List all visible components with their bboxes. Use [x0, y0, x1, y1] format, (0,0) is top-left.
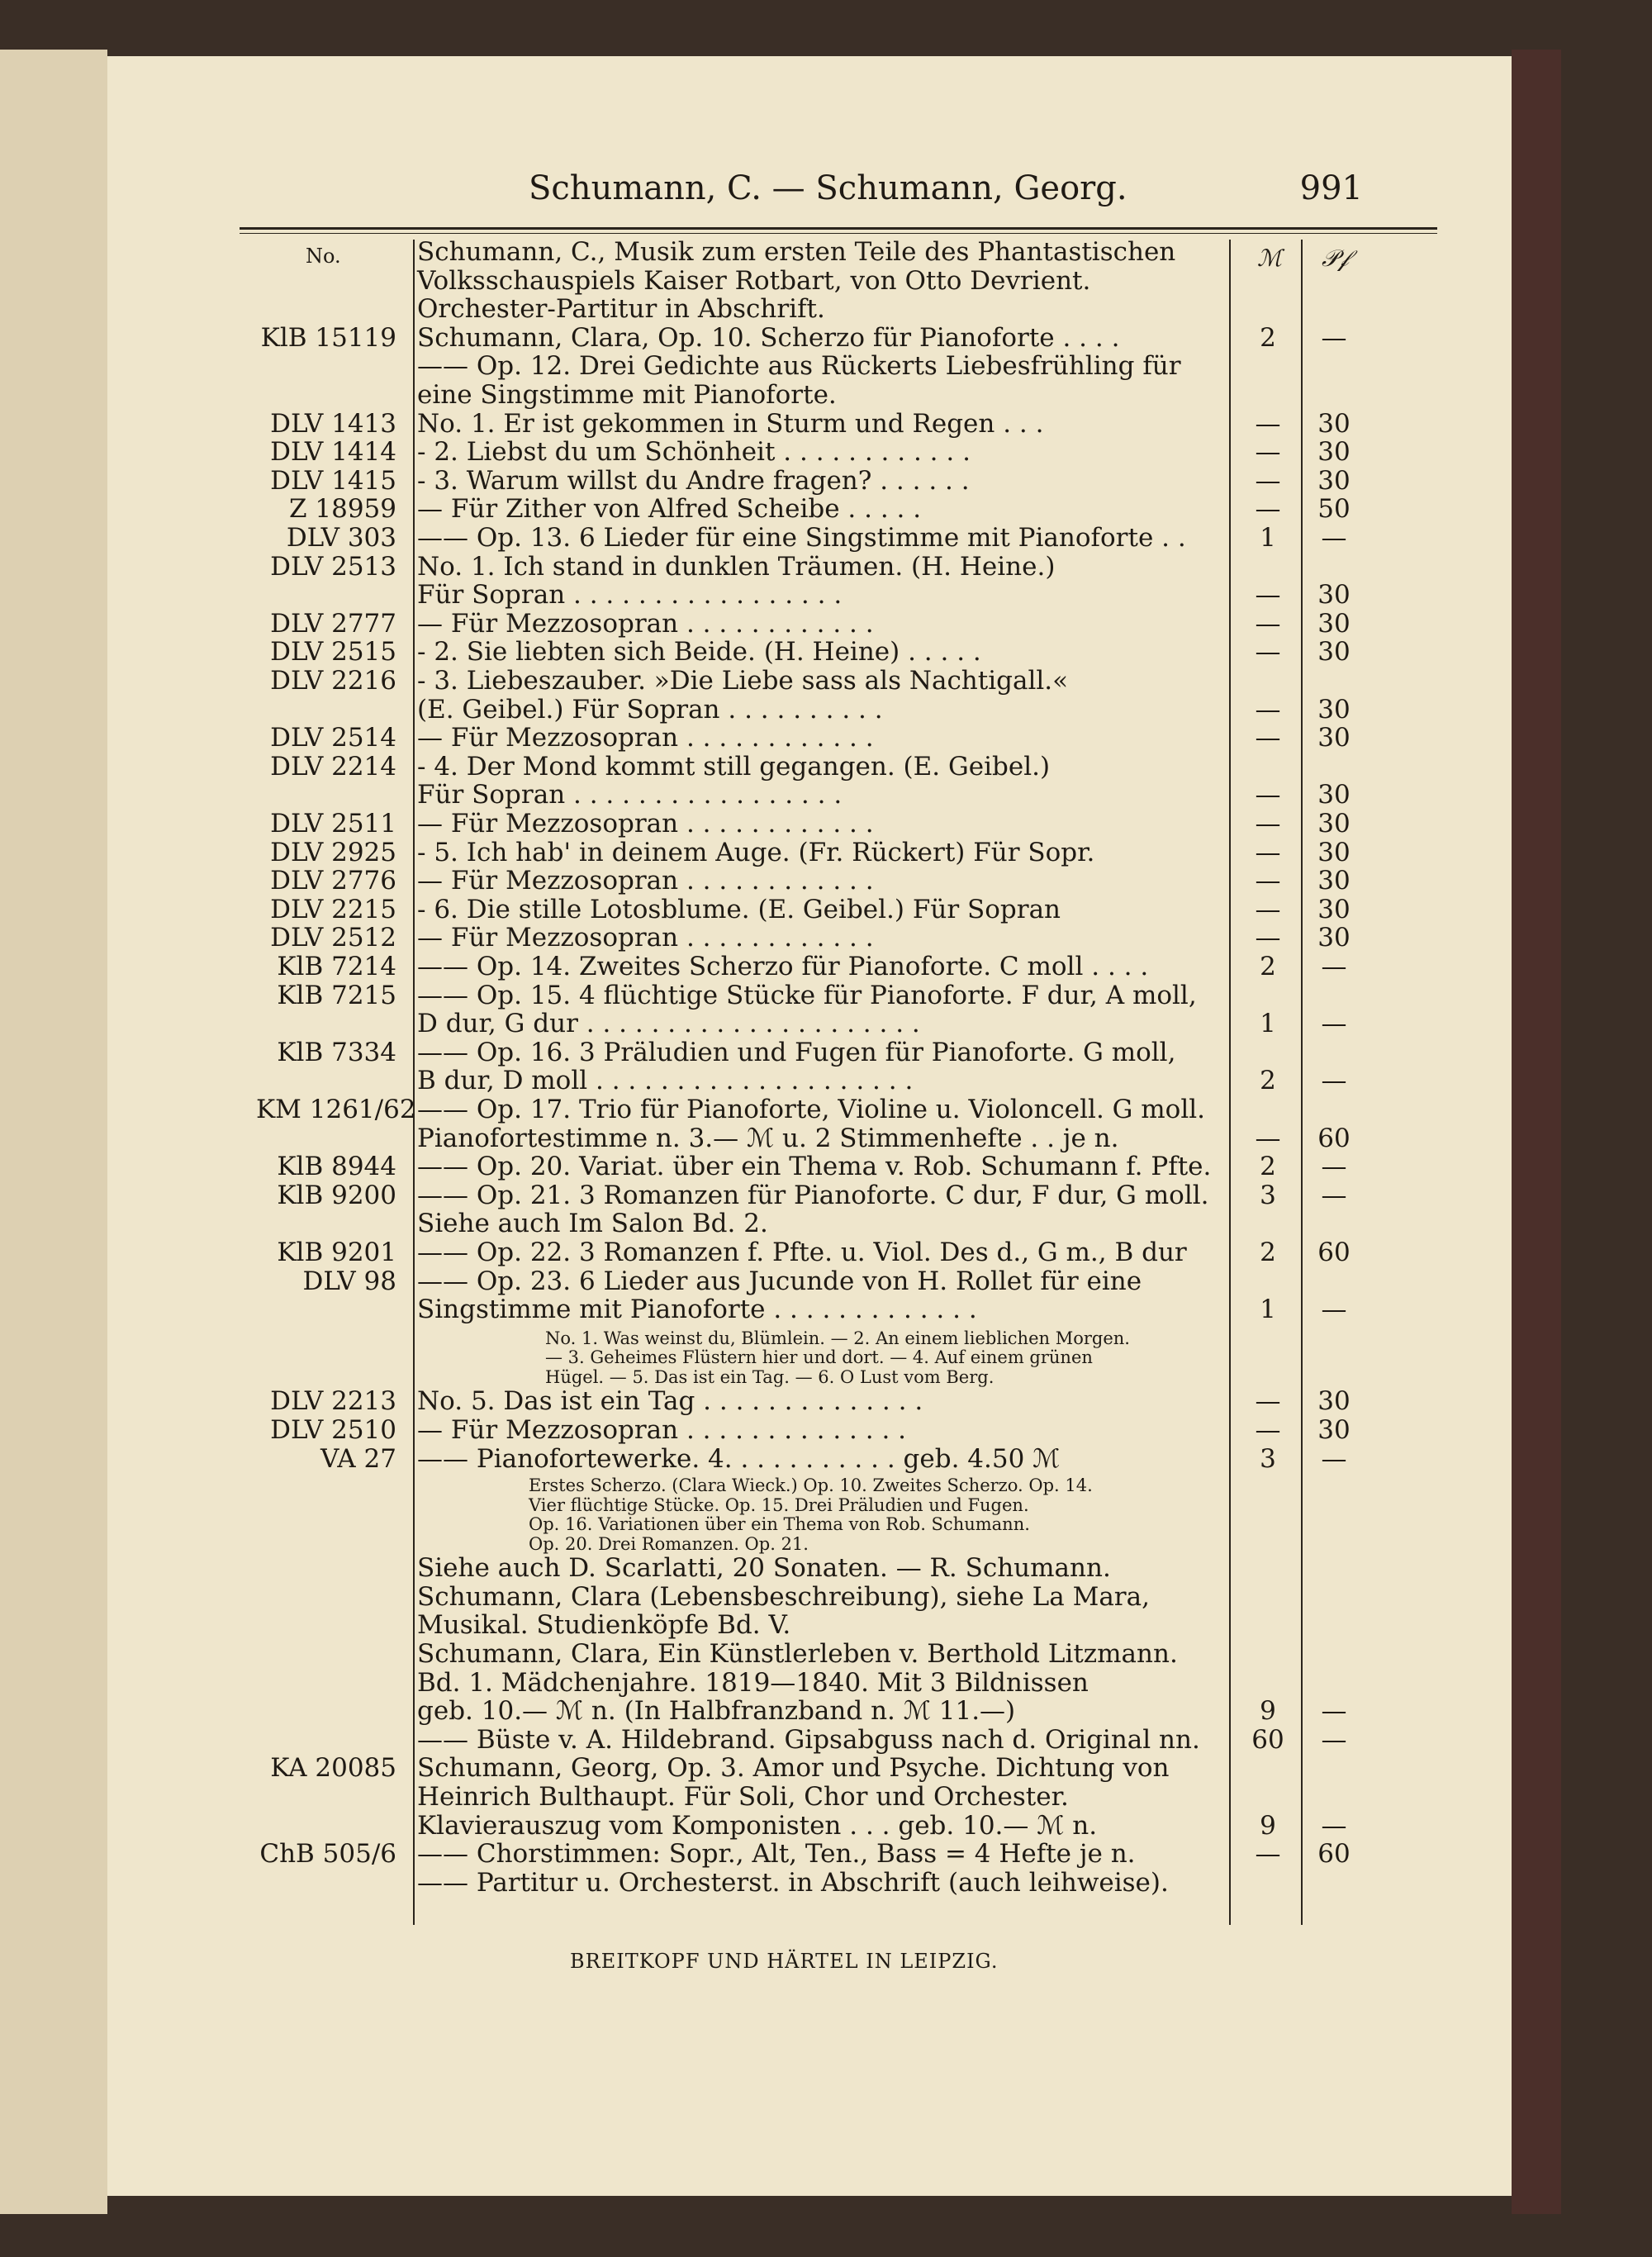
entry-m: —	[1255, 694, 1281, 725]
entry-left	[256, 1209, 396, 1238]
entry-left: DLV 2216	[270, 666, 396, 696]
entry-m	[1239, 1754, 1297, 1782]
entry-pf: 30	[1317, 637, 1351, 668]
entry-pf: —	[1321, 1696, 1347, 1727]
entry-left: VA 27	[320, 1443, 396, 1474]
entry-text: No. 1. Er ist gekommen in Sturm und Regen . . .	[417, 408, 1044, 439]
entry-pf: —	[1321, 1724, 1347, 1755]
entry-m: —	[1255, 1123, 1281, 1153]
entry-m: 3	[1260, 1443, 1276, 1474]
entry-text: Schumann, Clara, Ein Künstlerleben v. Berthold Litzmann.	[417, 1638, 1178, 1669]
entry-pf: 30	[1317, 437, 1351, 468]
entry-left	[256, 238, 396, 266]
entry-left	[256, 1783, 396, 1811]
entry-pf	[1305, 1095, 1363, 1124]
entry-text: — Für Mezzosopran . . . . . . . . . . . . . .	[417, 1414, 907, 1445]
entry-text: geb. 10.— ℳ n. (In Halbfranzband n. ℳ 11.—)	[417, 1696, 1016, 1727]
entry-pf	[1305, 1611, 1363, 1639]
entry-text: B dur, D moll . . . . . . . . . . . . . . . . . . . .	[417, 1066, 914, 1096]
entry-m: —	[1255, 1839, 1281, 1870]
header-title: Schumann, C. — Schumann, Georg.	[529, 169, 1127, 207]
entry-m: —	[1255, 723, 1281, 753]
entry-pf: —	[1321, 1009, 1347, 1039]
entry-m	[1239, 1095, 1297, 1124]
entry-pf	[1305, 1869, 1363, 1897]
entry-left	[256, 1010, 396, 1038]
entry-pf	[1305, 1554, 1363, 1582]
entry-text: —— Op. 22. 3 Romanzen f. Pfte. u. Viol. Des d., G m., B dur	[417, 1238, 1187, 1267]
entry-left	[256, 267, 396, 295]
contents-line: Vier flüchtige Stücke. Op. 15. Drei Präludien und Fugen.	[529, 1494, 1029, 1515]
entry-text: —— Op. 15. 4 flüchtige Stücke für Pianoforte. F dur, A moll,	[417, 980, 1197, 1010]
entry-text: —— Op. 20. Variat. über ein Thema v. Rob. Schumann f. Pfte.	[417, 1152, 1212, 1182]
entry-pf	[1305, 553, 1363, 581]
entry-m: 1	[1260, 1295, 1276, 1325]
entry-text: Musikal. Studienköpfe Bd. V.	[417, 1610, 791, 1641]
entry-text: (E. Geibel.) Für Sopran . . . . . . . . . .	[417, 694, 883, 725]
entry-left	[256, 581, 396, 609]
entry-text: Heinrich Bulthaupt. Für Soli, Chor und Orchester.	[417, 1781, 1069, 1812]
entry-left	[256, 1726, 396, 1754]
contents-line: — 3. Geheimes Flüstern hier und dort. — 4. Auf einem grünen	[545, 1347, 1093, 1368]
entry-left: DLV 2511	[270, 809, 396, 839]
contents-line: Op. 16. Variationen über ein Thema von Rob. Schumann.	[529, 1514, 1030, 1535]
entry-text: Schumann, Georg, Op. 3. Amor und Psyche. Dichtung von	[417, 1753, 1170, 1784]
entry-pf: 30	[1317, 1414, 1351, 1445]
entry-pf: 30	[1317, 408, 1351, 439]
entry-left: DLV 2213	[270, 1386, 396, 1417]
entry-left: KlB 8944	[277, 1152, 396, 1182]
entry-pf	[1305, 295, 1363, 323]
entry-pf: 30	[1317, 580, 1351, 611]
entry-text: —— Partitur u. Orchesterst. in Abschrift (auch leihweise).	[417, 1867, 1169, 1898]
entry-pf: —	[1321, 1066, 1347, 1096]
entry-m	[1239, 295, 1297, 323]
entry-pf: 60	[1317, 1238, 1351, 1267]
entry-left: KlB 7214	[277, 952, 396, 981]
entry-m: 2	[1260, 1066, 1276, 1096]
entry-m: 2	[1260, 1238, 1276, 1267]
contents-line: Hügel. — 5. Das ist ein Tag. — 6. O Lust vom Berg.	[545, 1366, 995, 1387]
contents-line: No. 1. Was weinst du, Blümlein. — 2. An einem lieblichen Morgen.	[545, 1328, 1130, 1348]
entry-left	[256, 352, 396, 380]
entry-m	[1239, 667, 1297, 695]
entry-pf: —	[1321, 1152, 1347, 1182]
entry-m: 1	[1260, 523, 1276, 553]
page-number: 991	[1299, 169, 1363, 207]
entry-left: DLV 2513	[270, 551, 396, 582]
entry-pf	[1305, 753, 1363, 781]
entry-text: — Für Mezzosopran . . . . . . . . . . . .	[417, 923, 874, 953]
entry-text: —— Op. 16. 3 Präludien und Fugen für Pianoforte. G moll,	[417, 1037, 1176, 1067]
entry-text: Schumann, Clara, Op. 10. Scherzo für Pianoforte . . . .	[417, 322, 1120, 353]
entry-left	[256, 696, 396, 724]
entry-left	[256, 1640, 396, 1668]
entry-m: 3	[1260, 1180, 1276, 1210]
entry-m: —	[1255, 408, 1281, 439]
entry-pf: 30	[1317, 465, 1351, 496]
entry-pf	[1305, 352, 1363, 380]
entry-m: —	[1255, 809, 1281, 839]
entry-text: Schumann, Clara (Lebensbeschreibung), siehe La Mara,	[417, 1581, 1150, 1612]
entry-m	[1239, 1640, 1297, 1668]
entry-left: DLV 303	[286, 523, 396, 553]
entry-pf	[1305, 981, 1363, 1010]
entry-left: DLV 98	[302, 1266, 396, 1296]
entry-text: - 2. Sie liebten sich Beide. (H. Heine) . . . . .	[417, 637, 981, 668]
header-rule-thin	[240, 233, 1437, 234]
entry-pf: —	[1321, 322, 1347, 353]
entry-m	[1239, 981, 1297, 1010]
entry-m: —	[1255, 837, 1281, 867]
entry-pf: —	[1321, 1443, 1347, 1474]
entry-pf: 30	[1317, 866, 1351, 896]
entry-m	[1239, 238, 1297, 266]
entry-left: DLV 1413	[270, 408, 396, 439]
column-header-mark: ℳ	[1257, 245, 1282, 272]
entry-left: KlB 9201	[277, 1238, 396, 1267]
entry-text: —— Op. 13. 6 Lieder für eine Singstimme mit Pianoforte . .	[417, 523, 1186, 553]
entry-pf: 30	[1317, 894, 1351, 924]
entry-m: —	[1255, 580, 1281, 611]
entry-m: —	[1255, 437, 1281, 468]
entry-left	[256, 1583, 396, 1611]
entry-m	[1239, 1783, 1297, 1811]
entry-pf	[1305, 1640, 1363, 1668]
entry-left	[256, 1697, 396, 1725]
entry-text: Orchester-Partitur in Abschrift.	[417, 294, 825, 325]
column-header-no: No.	[306, 245, 341, 268]
entry-text: — Für Mezzosopran . . . . . . . . . . . .	[417, 608, 874, 639]
entry-left	[256, 295, 396, 323]
entry-pf: —	[1321, 1180, 1347, 1210]
entry-pf: 30	[1317, 723, 1351, 753]
entry-m	[1239, 1583, 1297, 1611]
entry-m	[1239, 1869, 1297, 1897]
entry-left: DLV 2514	[270, 723, 396, 753]
entry-text: - 3. Warum willst du Andre fragen? . . . . . .	[417, 465, 970, 496]
entry-pf: 50	[1317, 494, 1351, 525]
entry-left	[256, 781, 396, 809]
entry-pf: 30	[1317, 608, 1351, 639]
entry-m: —	[1255, 894, 1281, 924]
entry-m	[1239, 1611, 1297, 1639]
entry-pf: —	[1321, 1295, 1347, 1325]
entry-pf	[1305, 1669, 1363, 1697]
entry-m: 9	[1260, 1696, 1276, 1727]
entry-pf: 30	[1317, 1386, 1351, 1417]
entry-left: Z 18959	[288, 494, 396, 525]
entry-left	[256, 381, 396, 409]
entry-pf	[1305, 381, 1363, 409]
entry-pf: 30	[1317, 923, 1351, 953]
entry-m: 60	[1251, 1724, 1284, 1755]
entry-left: KA 20085	[270, 1753, 396, 1784]
entry-text: — Für Mezzosopran . . . . . . . . . . . .	[417, 723, 874, 753]
entry-text: — Für Mezzosopran . . . . . . . . . . . .	[417, 866, 874, 896]
entry-left: DLV 2512	[270, 923, 396, 953]
entry-text: — Für Zither von Alfred Scheibe . . . . .	[417, 494, 922, 525]
entry-m	[1239, 352, 1297, 380]
entry-text: Pianofortestimme n. 3.— ℳ u. 2 Stimmenhefte . . je n.	[417, 1123, 1119, 1153]
entry-m	[1239, 1267, 1297, 1295]
entry-m: —	[1255, 465, 1281, 496]
entry-m: 1	[1260, 1009, 1276, 1039]
entry-left: DLV 2215	[270, 894, 396, 924]
entry-text: - 2. Liebst du um Schönheit . . . . . . . . . . . .	[417, 437, 971, 468]
entry-left: KM 1261/62	[256, 1095, 416, 1124]
entry-text: Volksschauspiels Kaiser Rotbart, von Otto Devrient.	[417, 265, 1091, 296]
entry-m	[1239, 1038, 1297, 1067]
entry-pf: —	[1321, 1810, 1347, 1841]
running-header	[529, 169, 1371, 219]
entry-text: Siehe auch D. Scarlatti, 20 Sonaten. — R. Schumann.	[417, 1553, 1111, 1584]
entry-pf: 30	[1317, 809, 1351, 839]
entry-pf	[1305, 1754, 1363, 1782]
entry-m	[1239, 1209, 1297, 1238]
entry-text: Siehe auch Im Salon Bd. 2.	[417, 1209, 768, 1239]
entry-left: KlB 7215	[277, 980, 396, 1010]
entry-left: KlB 9200	[277, 1180, 396, 1210]
entry-pf	[1305, 1267, 1363, 1295]
entry-left: DLV 2777	[270, 608, 396, 639]
entry-pf: 30	[1317, 780, 1351, 810]
entry-m: —	[1255, 608, 1281, 639]
entry-left: DLV 2214	[270, 751, 396, 782]
entry-left	[256, 1812, 396, 1840]
publisher-footer: BREITKOPF UND HÄRTEL IN LEIPZIG.	[570, 1950, 999, 1973]
entry-left: KlB 7334	[277, 1037, 396, 1067]
entry-text: - 4. Der Mond kommt still gegangen. (E. Geibel.)	[417, 751, 1051, 782]
entry-m	[1239, 267, 1297, 295]
entry-pf	[1305, 1038, 1363, 1067]
entry-text: Klavierauszug vom Komponisten . . . geb. 10.— ℳ n.	[417, 1810, 1098, 1841]
entry-left	[256, 1124, 396, 1152]
entry-m	[1239, 753, 1297, 781]
entry-text: D dur, G dur . . . . . . . . . . . . . . . . . . . . .	[417, 1009, 920, 1039]
entry-m: 2	[1260, 952, 1276, 981]
entry-left: DLV 1415	[270, 465, 396, 496]
entry-left: DLV 1414	[270, 437, 396, 468]
entry-m: 2	[1260, 1152, 1276, 1182]
column-divider-mark	[1301, 240, 1303, 1925]
entry-text: eine Singstimme mit Pianoforte.	[417, 380, 837, 410]
entry-m	[1239, 553, 1297, 581]
entry-left	[256, 1611, 396, 1639]
column-header-pf: 𝒫𝒻	[1322, 245, 1349, 272]
entry-m: 9	[1260, 1810, 1276, 1841]
entry-left	[256, 1067, 396, 1095]
entry-text: Bd. 1. Mädchenjahre. 1819—1840. Mit 3 Bildnissen	[417, 1667, 1089, 1698]
entry-left	[256, 1869, 396, 1897]
entry-pf: 60	[1317, 1123, 1351, 1153]
entry-text: —— Op. 14. Zweites Scherzo für Pianoforte. C moll . . . .	[417, 952, 1149, 981]
contents-line: Op. 20. Drei Romanzen. Op. 21.	[529, 1533, 809, 1554]
entry-text: No. 5. Das ist ein Tag . . . . . . . . . . . . . .	[417, 1386, 923, 1417]
entry-left	[256, 1554, 396, 1582]
entry-m: —	[1255, 1414, 1281, 1445]
contents-line: Erstes Scherzo. (Clara Wieck.) Op. 10. Zweites Scherzo. Op. 14.	[529, 1475, 1093, 1496]
entry-text: — Für Mezzosopran . . . . . . . . . . . .	[417, 809, 874, 839]
entry-text: - 6. Die stille Lotosblume. (E. Geibel.) Für Sopran	[417, 894, 1061, 924]
entry-text: —— Büste v. A. Hildebrand. Gipsabguss nach d. Original nn.	[417, 1724, 1200, 1755]
entry-pf	[1305, 1583, 1363, 1611]
entry-pf	[1305, 238, 1363, 266]
entry-m: —	[1255, 1386, 1281, 1417]
entry-text: Für Sopran . . . . . . . . . . . . . . . . .	[417, 580, 843, 611]
entry-text: - 3. Liebeszauber. »Die Liebe sass als Nachtigall.«	[417, 666, 1069, 696]
entry-pf: 30	[1317, 694, 1351, 725]
entry-pf	[1305, 667, 1363, 695]
entry-m	[1239, 381, 1297, 409]
column-divider-text	[1229, 240, 1231, 1925]
entry-text: —— Pianofortewerke. 4. . . . . . . . . . . geb. 4.50 ℳ	[417, 1443, 1061, 1474]
entry-left: ChB 505/6	[259, 1839, 396, 1870]
entry-text: Singstimme mit Pianoforte . . . . . . . . . . . . .	[417, 1295, 977, 1325]
book-spine	[1512, 50, 1561, 2214]
entry-m	[1239, 1669, 1297, 1697]
entry-pf: 60	[1317, 1839, 1351, 1870]
entry-m: —	[1255, 780, 1281, 810]
entry-text: —— Op. 21. 3 Romanzen für Pianoforte. C dur, F dur, G moll.	[417, 1180, 1209, 1210]
entry-text: Für Sopran . . . . . . . . . . . . . . . . .	[417, 780, 843, 810]
entry-left: DLV 2776	[270, 866, 396, 896]
entry-m: —	[1255, 494, 1281, 525]
entry-text: - 5. Ich hab' in deinem Auge. (Fr. Rückert) Für Sopr.	[417, 837, 1095, 867]
entry-left: DLV 2510	[270, 1414, 396, 1445]
book-edge	[0, 50, 107, 2214]
entry-left: DLV 2515	[270, 637, 396, 668]
entry-pf: —	[1321, 952, 1347, 981]
entry-pf	[1305, 267, 1363, 295]
entry-pf: —	[1321, 523, 1347, 553]
header-rule	[240, 227, 1437, 230]
entry-text: —— Op. 23. 6 Lieder aus Jucunde von H. Rollet für eine	[417, 1266, 1142, 1296]
entry-text: —— Op. 17. Trio für Pianoforte, Violine u. Violoncell. G moll.	[417, 1095, 1206, 1124]
entry-text: —— Chorstimmen: Sopr., Alt, Ten., Bass = 4 Hefte je n.	[417, 1839, 1136, 1870]
entry-text: No. 1. Ich stand in dunklen Träumen. (H. Heine.)	[417, 551, 1056, 582]
entry-text: —— Op. 12. Drei Gedichte aus Rückerts Liebesfrühling für	[417, 351, 1181, 382]
entry-left: KlB 15119	[260, 322, 396, 353]
entry-left: DLV 2925	[270, 837, 396, 867]
entry-m	[1239, 1554, 1297, 1582]
column-divider-no	[413, 240, 415, 1925]
entry-m: —	[1255, 637, 1281, 668]
entry-pf	[1305, 1783, 1363, 1811]
entry-m: 2	[1260, 322, 1276, 353]
entry-pf: 30	[1317, 837, 1351, 867]
entry-m: —	[1255, 866, 1281, 896]
entry-left	[256, 1669, 396, 1697]
entry-pf	[1305, 1209, 1363, 1238]
entry-left	[256, 1295, 396, 1323]
entry-text: Schumann, C., Musik zum ersten Teile des Phantastischen	[417, 237, 1176, 267]
entry-m: —	[1255, 923, 1281, 953]
